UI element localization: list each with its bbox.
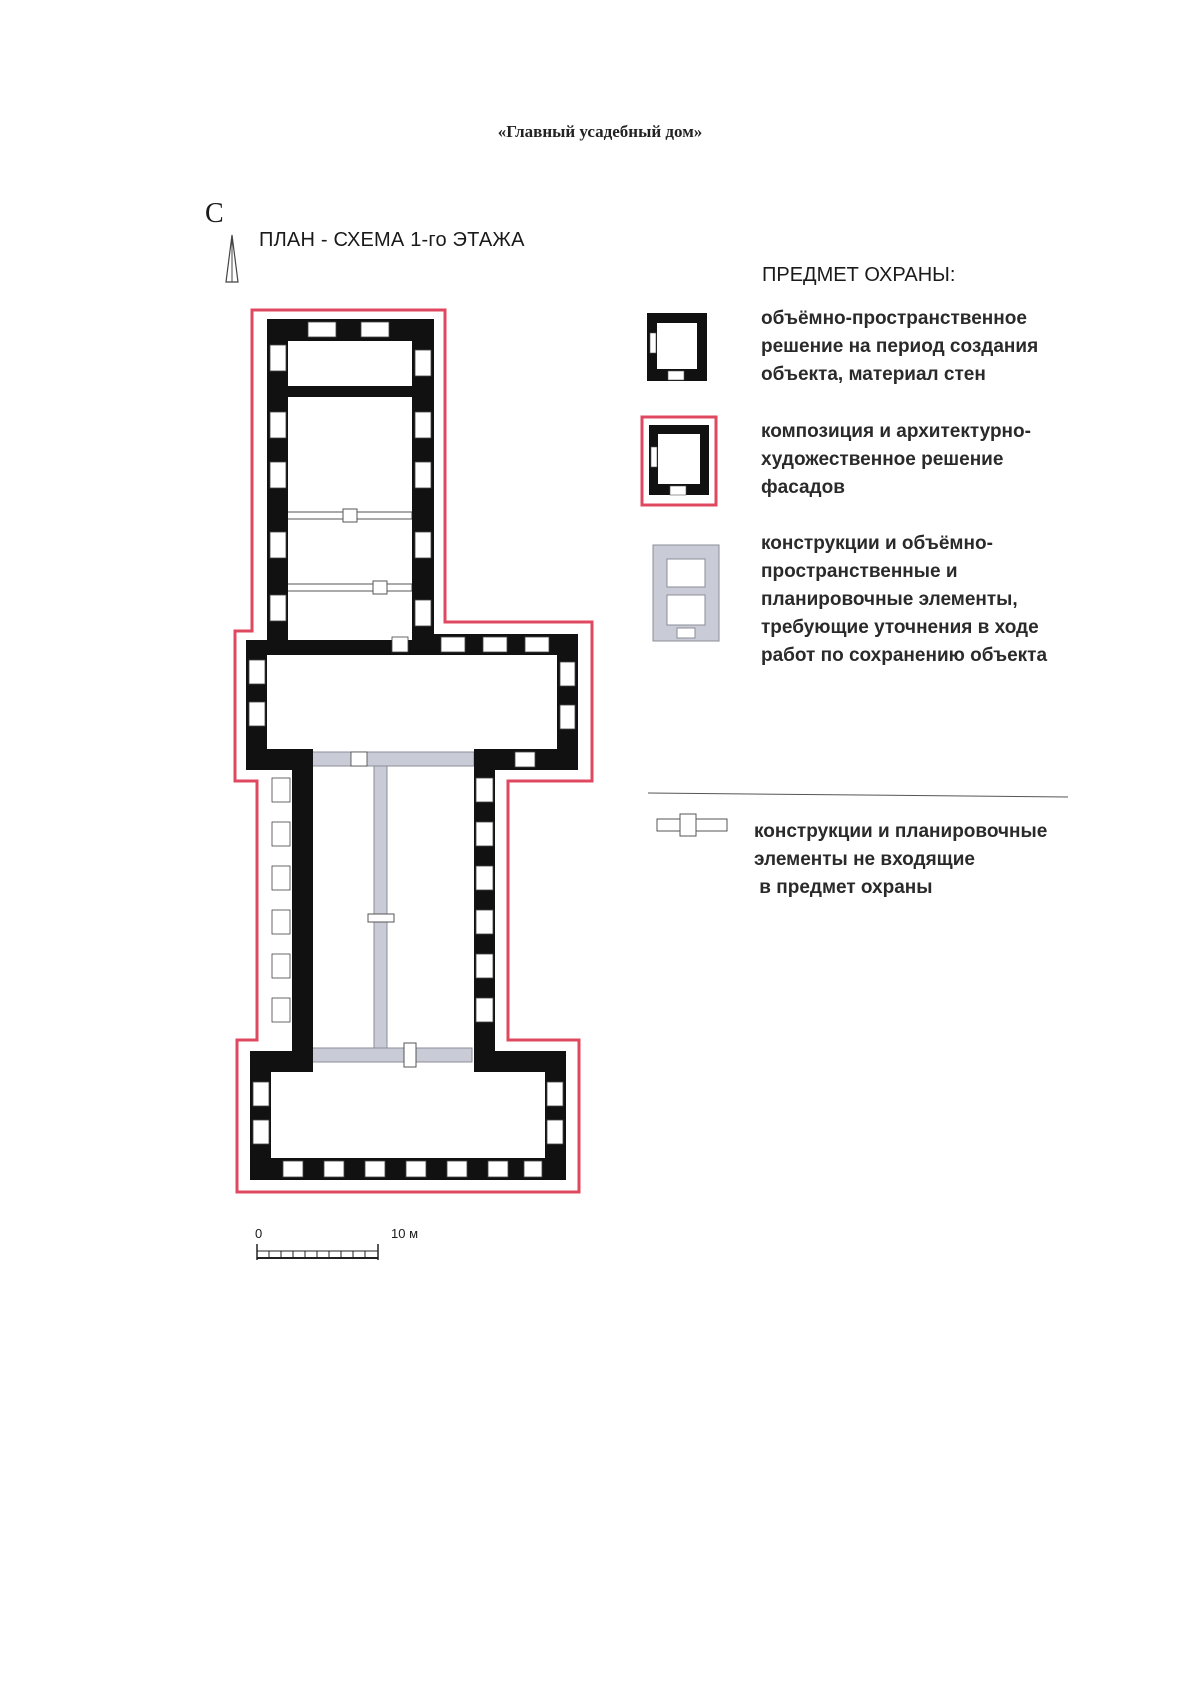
legend-line: объёмно-пространственное — [761, 308, 1027, 329]
legend-line: требующие уточнения в ходе — [761, 617, 1039, 638]
legend-line: композиция и архитектурно- — [761, 421, 1031, 442]
legend-line: пространственные и — [761, 561, 958, 582]
legend-item-clarification — [761, 530, 1047, 670]
scale-end-label: 10 м — [391, 1226, 419, 1241]
scale-bar — [257, 1244, 378, 1260]
legend-line: планировочные элементы, — [761, 589, 1018, 610]
grey-plan-icon — [653, 545, 719, 641]
legend-item-excluded — [754, 818, 1047, 902]
legend-line: художественное решение — [761, 449, 1004, 470]
legend-line: фасадов — [761, 477, 845, 498]
legend-line: работ по сохранению объекта — [761, 645, 1048, 666]
legend-item-walls — [761, 305, 1038, 389]
legend-heading: ПРЕДМЕТ ОХРАНЫ: — [762, 264, 956, 286]
grey-structural-elements — [292, 752, 474, 1062]
outline-wall-icon — [657, 814, 727, 836]
north-label: С — [205, 198, 224, 229]
north-arrow-icon — [226, 235, 238, 282]
black-walls-icon — [647, 313, 707, 381]
legend-line: элементы не входящие — [754, 849, 975, 870]
interior-walls — [267, 386, 495, 766]
legend-line: конструкции и планировочные — [754, 821, 1048, 842]
scale-start-label: 0 — [255, 1226, 263, 1241]
legend-divider — [648, 793, 1068, 797]
legend-line: в предмет охраны — [754, 877, 933, 898]
page-title: «Главный усадебный дом» — [497, 122, 703, 141]
legend-line: конструкции и объёмно- — [761, 533, 993, 554]
legend-line: объекта, материал стен — [761, 364, 986, 385]
legend-item-facades — [761, 418, 1031, 502]
legend-line: решение на период создания — [761, 336, 1039, 357]
plan-title: ПЛАН - СХЕМА 1-го ЭТАЖА — [259, 229, 525, 251]
pink-outline-icon — [642, 417, 716, 505]
